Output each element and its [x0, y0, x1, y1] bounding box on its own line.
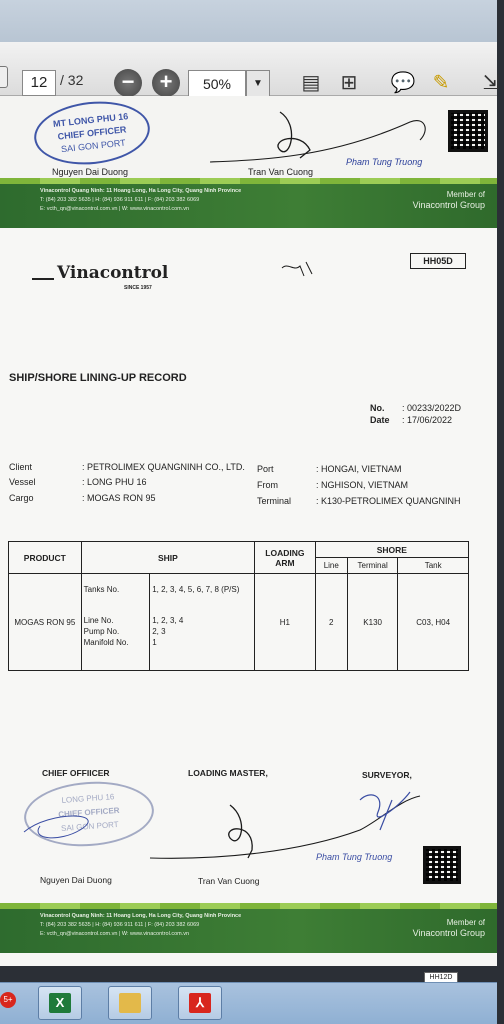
stamp-line: SAI GON PORT — [60, 137, 127, 155]
top-left-signer-name: Nguyen Dai Duong — [52, 167, 129, 177]
footer-member — [413, 190, 485, 210]
zoom-level-input[interactable]: 50% — [188, 70, 246, 98]
line-value: 1, 2, 3, 4 — [152, 616, 184, 625]
top-middle-signer-name: Tran Van Cuong — [248, 167, 314, 177]
zoom-out-button[interactable]: − — [114, 69, 142, 97]
logo-since: SINCE 1957 — [124, 285, 152, 291]
no-value: : 00233/2022D — [402, 403, 462, 413]
next-page-code: HH12D — [424, 972, 458, 984]
excel-icon: X — [49, 993, 71, 1013]
manifold-value: 1 — [152, 638, 157, 647]
tanks-label: Tanks No. — [83, 585, 120, 594]
client-label: Client — [9, 462, 33, 472]
cell-shore-line: 2 — [315, 574, 347, 671]
pump-label: Pump No. — [83, 627, 120, 636]
ship-values — [150, 574, 255, 671]
cell-shore-terminal: K130 — [347, 574, 397, 671]
loading-master-heading: LOADING MASTER, — [188, 768, 268, 778]
share-icon[interactable]: ⇲ — [482, 72, 500, 94]
header-line: Line — [315, 558, 347, 574]
vessel-label: Vessel — [9, 477, 36, 487]
document-title: SHIP/SHORE LINING-UP RECORD — [9, 372, 187, 384]
footer-web: E: vcth_qn@vinacontrol.com.vn | W: www.vinacontrol.com.vn — [40, 931, 190, 937]
header-terminal: Terminal — [347, 558, 397, 574]
window-title-bar — [0, 0, 497, 42]
comment-icon[interactable]: 💬 — [390, 72, 416, 94]
file-explorer-taskbar-button[interactable] — [108, 986, 152, 1020]
footer-member-line1: Member of — [446, 190, 485, 199]
stamp-text: LONG PHU 16 — [61, 792, 115, 805]
footer-web: E: vcth_qn@vinacontrol.com.vn | W: www.vinacontrol.com.vn — [40, 206, 190, 212]
stamp-text: SAI GON PORT — [60, 819, 119, 833]
header-loading-arm: LOADING ARM — [255, 542, 316, 574]
stamp-line: CHIEF OFFICER — [57, 124, 127, 142]
vessel-value: : LONG PHU 16 — [82, 477, 147, 487]
page-total: / 32 — [60, 72, 84, 88]
footer-member-line1: Member of — [446, 918, 485, 927]
from-label: From — [257, 480, 278, 490]
footer-band-top — [0, 184, 497, 228]
page-number-input[interactable]: 12 — [22, 70, 56, 96]
line-label: Line No. — [83, 616, 114, 625]
port-label: Port — [257, 464, 274, 474]
footer-band-bottom — [0, 909, 497, 953]
no-label: No. — [370, 403, 385, 413]
cell-shore-tank: C03, H04 — [398, 574, 469, 671]
form-code-badge: HH05D — [410, 253, 466, 269]
scale-logo-icon — [32, 262, 54, 280]
qr-code-icon — [423, 846, 461, 884]
zoom-in-button[interactable]: + — [152, 69, 180, 97]
pdf-reader-taskbar-button[interactable] — [178, 986, 222, 1020]
header-product: PRODUCT — [9, 542, 82, 574]
lineup-table — [8, 541, 469, 671]
vinacontrol-logo — [32, 262, 168, 283]
client-value: : PETROLIMEX QUANGNINH CO., LTD. — [82, 462, 245, 472]
date-value: : 17/06/2022 — [402, 415, 453, 425]
footer-member-line2: Vinacontrol Group — [412, 200, 485, 210]
footer-address: Vinacontrol Quang Ninh: 11 Hoang Long, Ha Long City, Quang Ninh Province — [40, 188, 242, 194]
footer-address: Vinacontrol Quang Ninh: 11 Hoang Long, Ha Long City, Quang Ninh Province — [40, 913, 242, 919]
folder-icon — [119, 993, 141, 1013]
ship-labels — [81, 574, 150, 671]
zoom-dropdown-button[interactable]: ▼ — [246, 70, 270, 98]
fit-page-icon[interactable]: ▤ — [301, 72, 321, 94]
excel-taskbar-button[interactable] — [38, 986, 82, 1020]
tanks-value: 1, 2, 3, 4, 5, 6, 7, 8 (P/S) — [152, 585, 240, 594]
highlight-text-icon[interactable]: ✎ — [432, 72, 450, 94]
cargo-value: : MOGAS RON 95 — [82, 493, 156, 503]
terminal-value: : K130-PETROLIMEX QUANGNINH — [316, 496, 461, 506]
terminal-label: Terminal — [257, 496, 292, 506]
surveyor-signature: Pham Tung Truong — [316, 852, 393, 862]
chief-officer-heading: CHIEF OFFIICER — [42, 768, 110, 778]
footer-member-line2: Vinacontrol Group — [412, 928, 485, 938]
footer-phone: T: (84) 203 382 5635 | H: (84) 936 911 611 | F: (84) 203 382 6069 — [40, 922, 200, 928]
qr-code-icon — [448, 110, 488, 152]
footer-member — [413, 918, 485, 938]
date-label: Date — [370, 415, 390, 425]
notification-badge[interactable]: 5+ — [0, 992, 16, 1008]
header-tank: Tank — [398, 558, 469, 574]
logo-text: Vinacontrol — [57, 263, 169, 283]
from-value: : NGHISON, VIETNAM — [316, 480, 409, 490]
fit-width-icon[interactable]: ⊞ — [340, 72, 358, 94]
manifold-label: Manifold No. — [83, 638, 129, 647]
pump-value: 2, 3 — [152, 627, 166, 636]
footer-phone: T: (84) 203 382 5635 | H: (84) 936 911 611 | F: (84) 203 382 6069 — [40, 197, 200, 203]
stamp-line: MT LONG PHU 16 — [52, 111, 129, 129]
stamp-text: CHIEF OFFICER — [57, 805, 120, 820]
surveyor-heading: SURVEYOR, — [362, 770, 412, 780]
top-right-signature: Pham Tung Truong — [346, 157, 423, 167]
loading-master-name: Tran Van Cuong — [198, 876, 260, 886]
header-ship: SHIP — [81, 542, 255, 574]
header-shore: SHORE — [315, 542, 468, 558]
port-value: : HONGAI, VIETNAM — [316, 464, 402, 474]
previous-page-button[interactable] — [0, 66, 8, 88]
cell-loading-arm: H1 — [255, 574, 316, 671]
cargo-label: Cargo — [9, 493, 34, 503]
chief-officer-name: Nguyen Dai Duong — [40, 875, 112, 885]
cell-product: MOGAS RON 95 — [9, 574, 82, 671]
pdf-icon: ⅄ — [189, 993, 211, 1013]
